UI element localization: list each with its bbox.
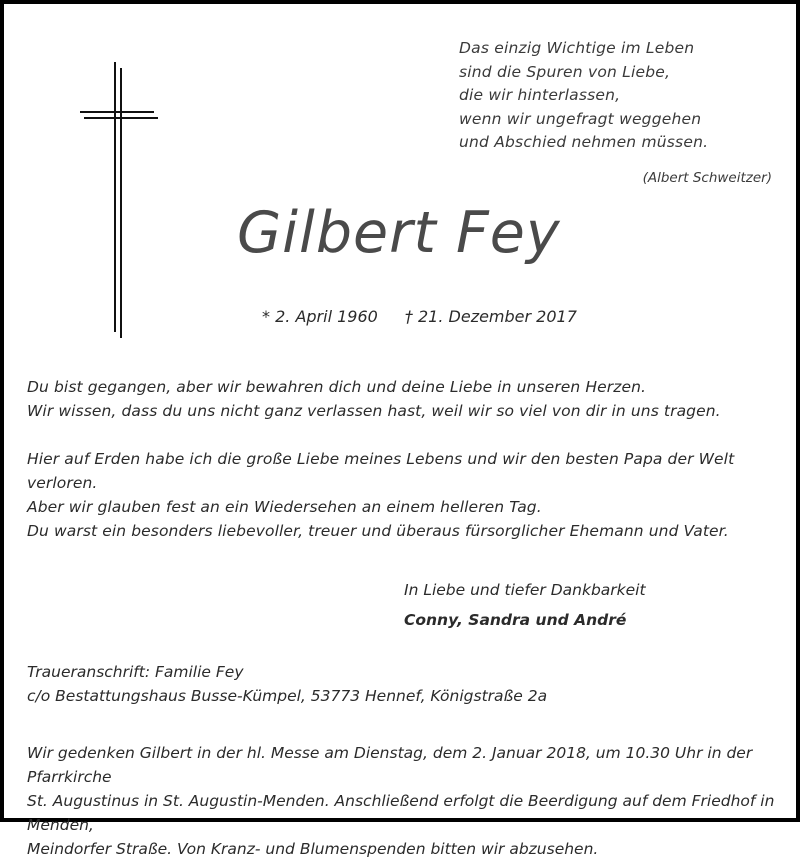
paragraph-line: Wir wissen, dass du uns nicht ganz verlassen hast, weil wir so viel von dir in uns tragen. bbox=[27, 402, 721, 420]
paragraph-line: Du warst ein besonders liebevoller, treuer und überaus fürsorglicher Ehemann und Vater. bbox=[27, 522, 729, 540]
address-line: c/o Bestattungshaus Busse-Kümpel, 53773 Hennef, Königstraße 2a bbox=[27, 687, 548, 705]
quote-block bbox=[459, 37, 708, 155]
signature-line: In Liebe und tiefer Dankbarkeit bbox=[404, 581, 646, 599]
mourning-address bbox=[27, 660, 547, 708]
signature-names: Conny, Sandra und André bbox=[404, 611, 627, 629]
quote-line: Das einzig Wichtige im Leben bbox=[459, 39, 695, 57]
signature-block bbox=[404, 575, 646, 635]
farewell-paragraph-2 bbox=[27, 447, 796, 543]
birth-date: * 2. April 1960 bbox=[262, 307, 378, 326]
cross-icon bbox=[78, 62, 160, 338]
quote-line: wenn wir ungefragt weggehen bbox=[459, 109, 702, 128]
mass-line: St. Augustinus in St. Augustin-Menden. Anschließend erfolgt die Beerdigung auf dem Friedhof in Menden, bbox=[27, 792, 775, 834]
quote-line: sind die Spuren von Liebe, bbox=[459, 62, 671, 81]
death-date: † 21. Dezember 2017 bbox=[404, 307, 577, 326]
deceased-name: Gilbert Fey bbox=[237, 200, 561, 266]
life-dates bbox=[262, 307, 599, 326]
paragraph-line: Hier auf Erden habe ich die große Liebe meines Lebens und wir den besten Papa der Welt verloren. bbox=[27, 450, 735, 492]
quote-line: die wir hinterlassen, bbox=[459, 86, 621, 104]
quote-line: und Abschied nehmen müssen. bbox=[459, 133, 709, 151]
quote-author: (Albert Schweitzer) bbox=[642, 170, 772, 186]
mass-line: Meindorfer Straße. Von Kranz- und Blumenspenden bitten wir abzusehen. bbox=[27, 840, 599, 858]
paragraph-line: Du bist gegangen, aber wir bewahren dich und deine Liebe in unseren Herzen. bbox=[27, 378, 647, 396]
mass-line: Wir gedenken Gilbert in der hl. Messe am Dienstag, dem 2. Januar 2018, um 10.30 Uhr in der Pfarrkirche bbox=[27, 744, 753, 786]
farewell-paragraph-1 bbox=[27, 375, 721, 423]
mass-notice bbox=[27, 741, 796, 861]
address-line: Traueranschrift: Familie Fey bbox=[27, 663, 244, 681]
paragraph-line: Aber wir glauben fest an ein Wiedersehen an einem helleren Tag. bbox=[27, 498, 542, 516]
